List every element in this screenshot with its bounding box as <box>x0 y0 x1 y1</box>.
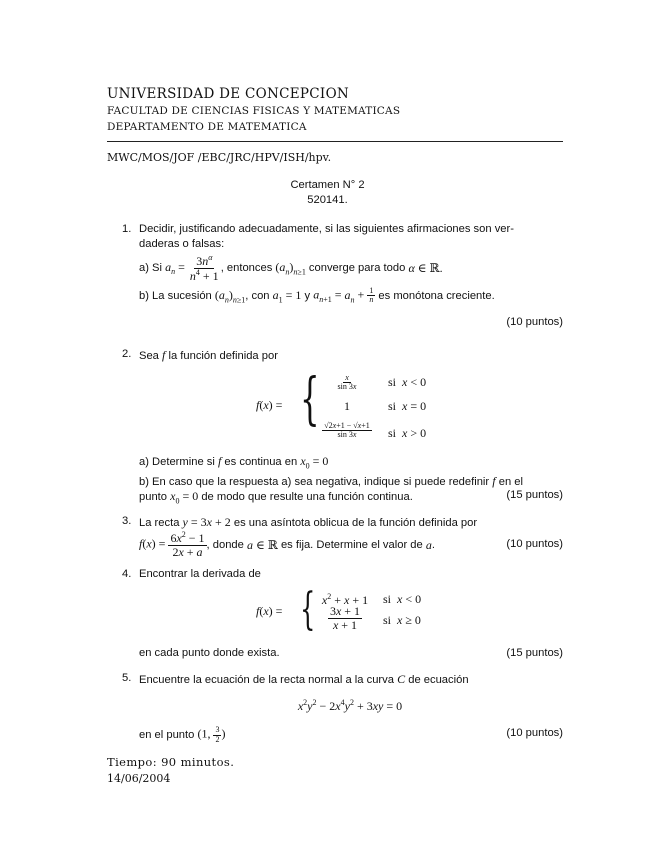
q5-points: (10 puntos) <box>506 727 563 739</box>
q3-line2-text: , donde <box>206 539 244 551</box>
q2-b2-rest: de modo que resulte una función continua. <box>201 491 413 503</box>
q1-intro-1: Decidir, justificando adecuadamente, si las siguientes afirmaciones son ver- <box>139 223 514 235</box>
q1-b-recursion: $a_{n+1} = a_n$ + $\frac{1}{n}$ <box>313 286 374 305</box>
q2-points: (15 puntos) <box>506 489 563 501</box>
q3-line2-b: es fija. Determine el valor de <box>280 539 423 551</box>
q2-intro-rest: la función definida por <box>168 350 278 362</box>
q1-a-seq: $(a_n)_{n\ge 1}$ <box>275 259 306 277</box>
q2-si-3: si <box>388 426 397 440</box>
q3-a-real: a ∈ ℝ <box>246 537 278 552</box>
q4-case-2: $\frac{3x + 1}{x + 1}$ <box>329 604 361 632</box>
q2-a-x0: $x_0 = 0$ <box>300 454 329 471</box>
q1-b-middle: , con <box>245 289 270 302</box>
q5-intro <box>139 672 469 687</box>
q1-b-suffix: es monótona creciente. <box>378 289 495 302</box>
q3-line-1 <box>139 515 477 530</box>
q2-intro <box>139 348 278 363</box>
q2-item-b-line2 <box>139 489 413 505</box>
q5-point <box>139 724 225 746</box>
department-name: DEPARTAMENTO DE MATEMATICA <box>107 121 307 133</box>
q5-curve-c: C <box>397 672 406 686</box>
q2-case-2-cond: si x = 0 <box>388 399 427 413</box>
q3-function: f(x) = $\frac{6x^2 - 1}{2x + a}$ <box>139 530 205 559</box>
q1-a-prefix: a) Si <box>139 262 163 274</box>
faculty-name: FACULTAD DE CIENCIAS FISICAS Y MATEMATICAS <box>107 105 401 117</box>
q2-b2-text: punto <box>139 491 167 503</box>
q3-a-var: a <box>425 537 432 552</box>
q2-si-1: si <box>388 375 397 389</box>
q1-a-middle: , entonces <box>220 262 273 274</box>
q5-intro-text: Encuentre la ecuación de la recta normal a la curva <box>139 674 394 686</box>
q5-point-label: en el punto <box>139 729 195 741</box>
header-rule <box>107 141 563 142</box>
q2-brace: { <box>300 367 320 432</box>
q1-intro-2: daderas o falsas: <box>139 238 225 250</box>
q3-line-2: f(x) = $\frac{6x^2 - 1}{2x + a}$ , donde a ∈ ℝ es fija. Determine el valor de a . <box>139 530 435 559</box>
q1-points: (10 puntos) <box>506 316 563 328</box>
q1-item-a <box>139 253 443 283</box>
q2-b2-x0: $x_0 = 0$ <box>170 489 199 506</box>
q5-intro-b: de ecuación <box>408 674 469 686</box>
q1-b-a1: $a_1 = 1$ <box>272 287 302 305</box>
q4-intro: Encontrar la derivada de <box>139 568 261 580</box>
q3-line1-a: La recta <box>139 517 180 529</box>
q2-number: 2. <box>122 348 132 360</box>
exam-code: 520141. <box>307 194 348 206</box>
q2-f-lhs: f(x) = <box>256 398 283 412</box>
university-name: UNIVERSIDAD DE CONCEPCION <box>107 86 350 102</box>
q2-b1-f: f <box>492 474 496 488</box>
q1-b-prefix: b) La sucesión <box>139 289 212 302</box>
q4-case-1: $x^2 + x + 1$ <box>321 592 369 607</box>
q4-brace: { <box>300 584 316 635</box>
q3-asymptote: y = 3x + 2 <box>182 515 231 529</box>
q1-a-alpha: α ∈ ℝ. <box>408 260 443 275</box>
q4-points: (15 puntos) <box>506 647 563 659</box>
q1-a-suffix: converge para todo <box>308 262 406 274</box>
q1-b-y: y <box>304 289 311 302</box>
exam-date: 14/06/2004 <box>107 772 171 785</box>
q2-case-3: $\frac{√2x+1 - √x+1}{\sin 3x}$ <box>324 421 370 440</box>
q2-case-1: $\frac{x}{\sin 3x}$ <box>337 373 357 392</box>
q2-case-2: 1 <box>344 399 350 413</box>
q5-equation: $x^2y^2 - 2x^4y^2 + 3xy = 0$ <box>297 698 403 713</box>
q4-si-2: si <box>383 613 392 627</box>
q2-case-3-cond: si x > 0 <box>388 426 427 440</box>
q2-a-text: a) Determine si <box>139 456 215 468</box>
q2-f-symbol: f <box>162 348 166 362</box>
exam-title: Certamen N° 2 <box>290 179 365 191</box>
q4-si-1: si <box>383 592 392 606</box>
q2-a-rest: es continua en <box>224 456 298 468</box>
q4-f-lhs: f(x) = <box>256 604 283 618</box>
q1-a-formula: $a_n$ = $\frac{3n^\alpha}{n^4 + 1}$ <box>165 252 219 283</box>
q4-tail: en cada punto donde exista. <box>139 647 280 659</box>
q2-si-2: si <box>388 399 397 413</box>
q2-a-f: f <box>217 454 222 468</box>
q2-b1-text: b) En caso que la respuesta a) sea negativa, indique si puede redefinir <box>139 476 490 488</box>
q4-case-2-cond: si x ≥ 0 <box>383 613 421 627</box>
time-limit: Tiempo: 90 minutos. <box>107 755 235 769</box>
q1-b-seq: $(a_n)_{n\ge 1}$ <box>214 287 246 305</box>
q2-b1-end: en el <box>498 476 523 488</box>
q2-item-b-line1 <box>139 474 563 489</box>
q3-line1-b: es una asíntota oblicua de la función definida por <box>233 517 478 529</box>
q3-points: (10 puntos) <box>506 538 563 550</box>
q2-case-1-cond: si x < 0 <box>388 375 427 389</box>
authors: MWC/MOS/JOF /EBC/JRC/HPV/ISH/hpv. <box>107 151 332 164</box>
q1-number: 1. <box>122 223 132 235</box>
q1-item-b <box>139 287 495 305</box>
q3-number: 3. <box>122 515 132 527</box>
q2-intro-text: Sea <box>139 350 159 362</box>
q5-number: 5. <box>122 672 132 684</box>
q4-case-1-cond: si x < 0 <box>383 592 422 606</box>
q2-item-a <box>139 454 328 470</box>
q5-point-value: (1, $\frac{3}{2}$ ) <box>197 725 226 744</box>
q4-number: 4. <box>122 568 132 580</box>
